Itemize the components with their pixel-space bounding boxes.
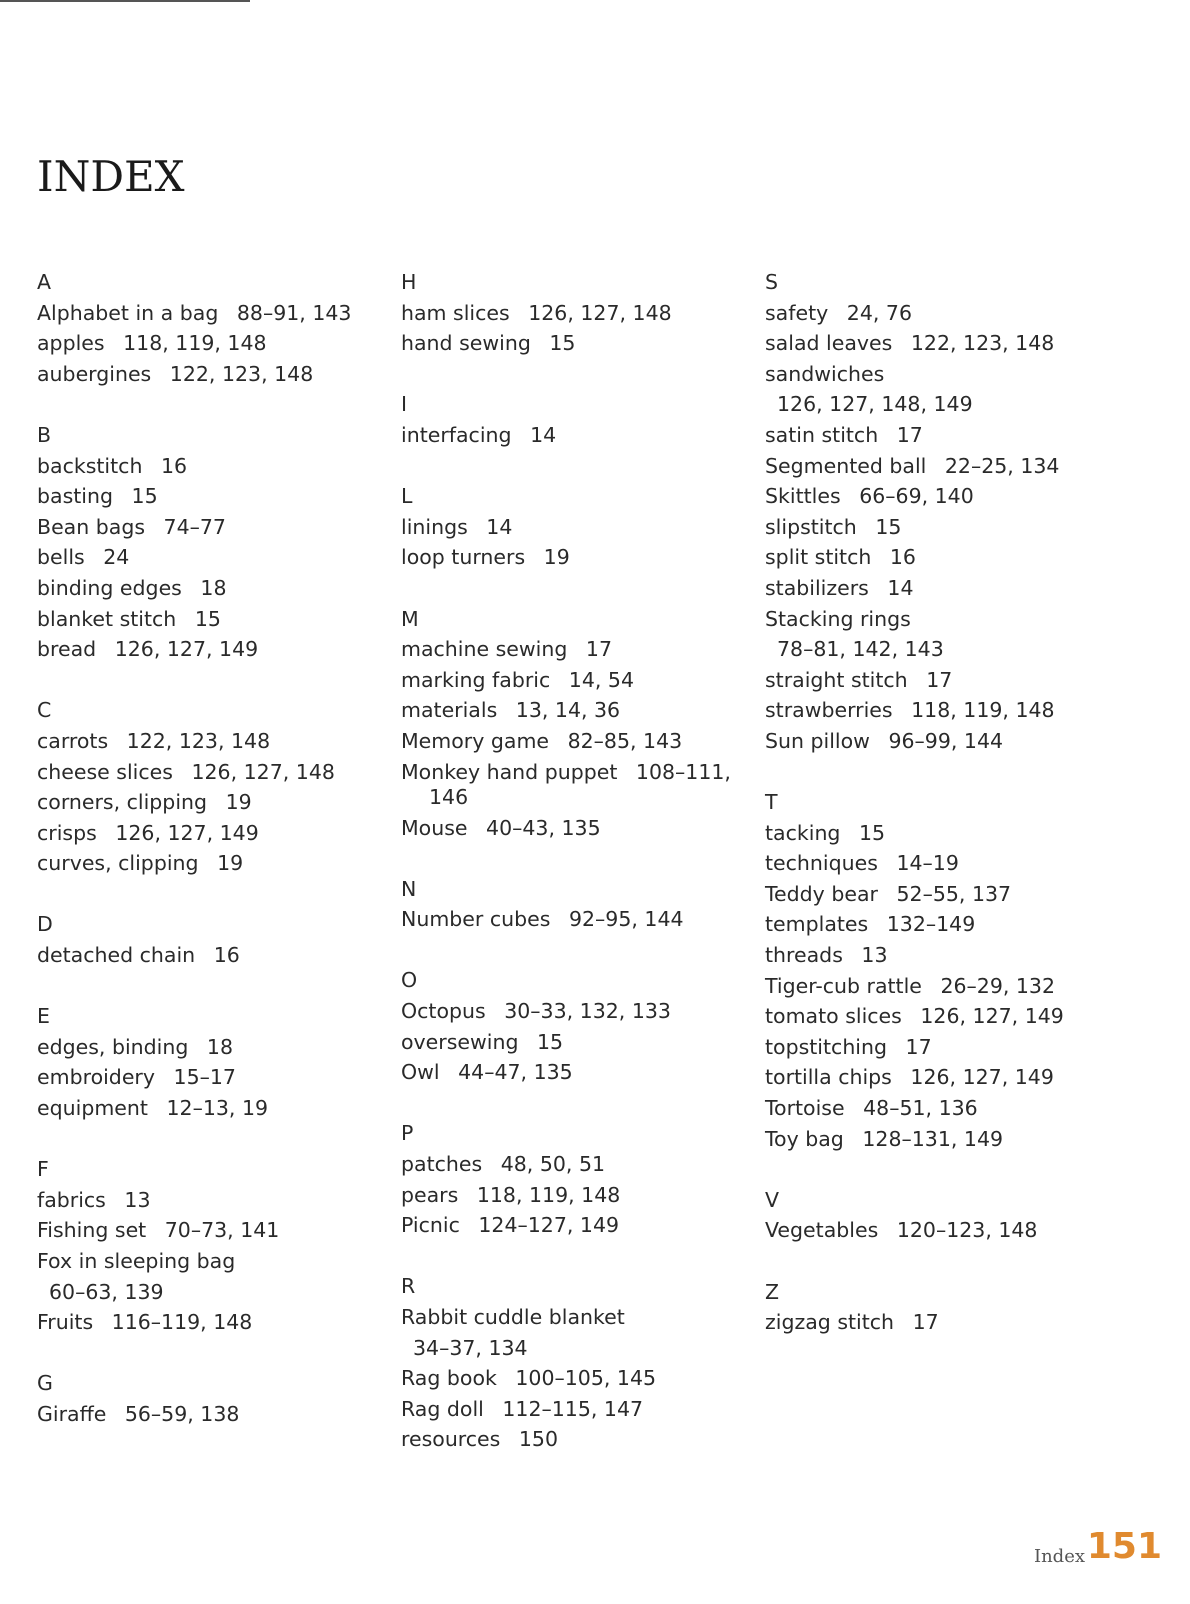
entry-pages: 126, 127, 148, 149 — [777, 392, 973, 417]
index-entry — [401, 420, 741, 451]
section-letter: M — [401, 606, 419, 631]
entry-term: resources — [401, 1427, 501, 1452]
entry-term: Octopus — [401, 999, 486, 1024]
entry-term: tomato slices — [765, 1004, 902, 1029]
entry-term: Segmented ball — [765, 453, 927, 478]
index-letter-group — [37, 909, 367, 970]
entry-term: Toy bag — [765, 1126, 844, 1151]
entry-pages: 100–105, 145 — [515, 1366, 657, 1391]
index-entry — [37, 512, 367, 543]
index-entry — [765, 1062, 1095, 1093]
entry-pages: 126, 127, 148 — [191, 759, 335, 784]
entry-term: carrots — [37, 728, 109, 753]
entry-pages: 78–81, 142, 143 — [777, 637, 944, 662]
index-entry — [37, 481, 367, 512]
entry-pages: 15 — [875, 514, 902, 539]
section-letter: T — [765, 790, 778, 815]
entry-term: Tortoise — [765, 1096, 845, 1121]
entry-term: Vegetables — [765, 1218, 879, 1243]
index-letter-group — [765, 1185, 1095, 1246]
index-entry — [765, 909, 1095, 940]
entry-pages: 126, 127, 149 — [920, 1004, 1064, 1029]
entry-term: Bean bags — [37, 514, 146, 539]
index-entry — [401, 1180, 741, 1211]
entry-pages: 44–47, 135 — [458, 1060, 573, 1085]
section-letter: C — [37, 698, 52, 723]
entry-term: Skittles — [765, 484, 841, 509]
entry-term: tacking — [765, 820, 841, 845]
entry-term: Picnic — [401, 1213, 460, 1238]
index-letter-group — [37, 267, 367, 389]
entry-pages: 60–63, 139 — [49, 1279, 164, 1304]
index-entry — [765, 971, 1095, 1002]
entry-pages: 122, 123, 148 — [910, 331, 1055, 356]
entry-pages: 124–127, 149 — [478, 1213, 620, 1238]
entry-term: Giraffe — [37, 1401, 107, 1426]
entry-pages: 48, 50, 51 — [500, 1152, 606, 1177]
entry-term: strawberries — [765, 698, 893, 723]
section-letter: L — [401, 484, 413, 509]
entry-pages: 17 — [585, 637, 612, 662]
entry-term: curves, clipping — [37, 851, 199, 876]
entry-pages: 14 — [486, 514, 513, 539]
index-entry — [401, 1424, 741, 1455]
entry-pages: 18 — [206, 1034, 234, 1059]
entry-pages: 126, 127, 148 — [528, 300, 672, 325]
entry-pages: 82–85, 143 — [567, 728, 683, 753]
index-column-1 — [37, 267, 367, 1460]
section-letter: N — [401, 876, 417, 901]
entry-pages: 16 — [213, 943, 240, 968]
entry-term: Rag doll — [401, 1396, 484, 1421]
index-entry — [37, 451, 367, 482]
entry-term: marking fabric — [401, 667, 551, 692]
entry-pages: 17 — [905, 1034, 932, 1059]
index-entry — [37, 542, 367, 573]
entry-pages: 128–131, 149 — [862, 1126, 1004, 1151]
index-entry — [37, 573, 367, 604]
entry-term: edges, binding — [37, 1034, 189, 1059]
entry-pages: 17 — [912, 1310, 939, 1335]
index-entry — [37, 787, 367, 818]
entry-term: split stitch — [765, 545, 872, 570]
entry-pages: 17 — [896, 422, 923, 447]
entry-pages: 126, 127, 149 — [115, 820, 259, 845]
entry-term: materials — [401, 698, 498, 723]
entry-pages: 92–95, 144 — [568, 907, 684, 932]
index-entry — [765, 512, 1095, 543]
entry-pages: 12–13, 19 — [166, 1096, 269, 1121]
index-entry — [401, 695, 741, 726]
entry-term: sandwiches — [765, 361, 885, 386]
index-entry — [765, 1001, 1095, 1032]
entry-term: aubergines — [37, 361, 152, 386]
section-letter: H — [401, 270, 417, 294]
section-letter: P — [401, 1121, 414, 1146]
entry-pages: 70–73, 141 — [164, 1218, 280, 1243]
index-letter-group — [401, 1118, 741, 1240]
entry-pages: 24 — [103, 545, 130, 570]
index-column-3 — [765, 267, 1095, 1368]
section-letter: E — [37, 1004, 50, 1029]
entry-pages: 22–25, 134 — [944, 453, 1060, 478]
entry-term: Teddy bear — [765, 881, 878, 906]
entry-term: hand sewing — [401, 331, 531, 356]
index-entry — [37, 1093, 367, 1124]
entry-term: blanket stitch — [37, 606, 177, 631]
entry-pages: 48–51, 136 — [863, 1096, 978, 1121]
index-entry — [37, 1307, 367, 1338]
index-entry — [765, 359, 1095, 420]
index-entry — [37, 1215, 367, 1246]
index-entry — [37, 328, 367, 359]
index-entry — [37, 757, 367, 788]
index-letter-group — [401, 965, 741, 1087]
entry-pages: 108–111, 146 — [429, 759, 731, 809]
entry-pages: 126, 127, 149 — [910, 1065, 1054, 1090]
entry-term: equipment — [37, 1096, 148, 1121]
index-entry — [401, 904, 741, 935]
index-letter-group — [765, 267, 1095, 757]
index-entry — [37, 1399, 367, 1430]
index-entry — [401, 665, 741, 696]
entry-term: pears — [401, 1182, 459, 1207]
entry-term: Mouse — [401, 815, 468, 840]
index-entry — [765, 542, 1095, 573]
index-letter-group — [37, 420, 367, 665]
entry-pages: 40–43, 135 — [486, 815, 601, 840]
index-entry — [401, 1057, 741, 1088]
index-entry — [765, 1124, 1095, 1155]
entry-pages: 112–115, 147 — [502, 1396, 644, 1421]
index-entry — [765, 420, 1095, 451]
entry-term: oversewing — [401, 1029, 519, 1054]
index-entry — [401, 634, 741, 665]
entry-pages: 118, 119, 148 — [123, 331, 267, 356]
entry-pages: 14 — [887, 575, 914, 600]
index-letter-group — [37, 1001, 367, 1123]
entry-term: Sun pillow — [765, 728, 870, 753]
index-entry — [37, 818, 367, 849]
entry-pages: 15 — [549, 331, 576, 356]
index-entry — [765, 695, 1095, 726]
index-entry — [401, 1394, 741, 1425]
index-entry — [37, 1032, 367, 1063]
entry-term: detached chain — [37, 943, 196, 968]
entry-pages: 66–69, 140 — [859, 484, 974, 509]
entry-term: backstitch — [37, 453, 143, 478]
entry-pages: 15 — [194, 606, 221, 631]
entry-term: corners, clipping — [37, 790, 208, 815]
entry-pages: 116–119, 148 — [111, 1310, 253, 1335]
entry-term: Rag book — [401, 1366, 497, 1391]
section-letter: O — [401, 968, 418, 993]
index-entry — [401, 1149, 741, 1180]
index-entry — [765, 848, 1095, 879]
entry-term: Fruits — [37, 1310, 94, 1335]
entry-term: slipstitch — [765, 514, 857, 539]
entry-term: Stacking rings — [765, 606, 911, 631]
entry-term: stabilizers — [765, 575, 869, 600]
index-entry — [401, 813, 741, 844]
index-entry — [37, 298, 367, 329]
entry-pages: 18 — [200, 575, 227, 600]
index-entry — [401, 328, 741, 359]
section-letter: D — [37, 912, 53, 937]
index-entry — [765, 298, 1095, 329]
index-entry — [37, 1062, 367, 1093]
entry-pages: 118, 119, 148 — [476, 1182, 621, 1207]
entry-pages: 14 — [530, 422, 557, 447]
entry-term: satin stitch — [765, 422, 879, 447]
page-title: INDEX — [37, 152, 185, 201]
entry-term: apples — [37, 331, 105, 356]
index-entry — [401, 1363, 741, 1394]
index-entry — [401, 726, 741, 757]
entry-pages: 13 — [124, 1187, 151, 1212]
index-entry — [765, 818, 1095, 849]
entry-term: Fishing set — [37, 1218, 147, 1243]
entry-pages: 14, 54 — [568, 667, 634, 692]
entry-pages: 122, 123, 148 — [169, 361, 314, 386]
index-entry — [37, 726, 367, 757]
entry-pages: 126, 127, 149 — [114, 637, 259, 662]
entry-pages: 14–19 — [896, 851, 959, 876]
index-entry — [765, 1093, 1095, 1124]
entry-term: threads — [765, 943, 843, 968]
entry-term: patches — [401, 1152, 483, 1177]
entry-pages: 16 — [160, 453, 188, 478]
entry-term: salad leaves — [765, 331, 893, 356]
entry-pages: 15 — [858, 820, 886, 845]
entry-term: ham slices — [401, 300, 510, 325]
entry-pages: 118, 119, 148 — [911, 698, 1055, 723]
entry-term: Owl — [401, 1060, 440, 1085]
entry-term: Tiger-cub rattle — [765, 973, 922, 998]
entry-term: cheese slices — [37, 759, 173, 784]
section-letter: R — [401, 1274, 416, 1299]
entry-term: zigzag stitch — [765, 1310, 895, 1335]
entry-pages: 56–59, 138 — [124, 1401, 240, 1426]
index-entry — [37, 634, 367, 665]
section-letter: I — [401, 392, 408, 417]
index-letter-group — [37, 695, 367, 879]
entry-pages: 30–33, 132, 133 — [504, 999, 671, 1024]
entry-pages: 52–55, 137 — [896, 881, 1012, 906]
entry-term: interfacing — [401, 422, 512, 447]
section-letter: B — [37, 422, 52, 447]
entry-term: Alphabet in a bag — [37, 300, 219, 325]
index-entry — [401, 996, 741, 1027]
index-entry — [37, 1246, 367, 1307]
entry-pages: 88–91, 143 — [236, 300, 352, 325]
index-letter-group — [765, 787, 1095, 1154]
entry-pages: 15 — [537, 1029, 564, 1054]
entry-pages: 15–17 — [173, 1065, 236, 1090]
entry-pages: 122, 123, 148 — [126, 728, 271, 753]
entry-term: topstitching — [765, 1034, 888, 1059]
entry-pages: 15 — [131, 484, 158, 509]
index-letter-group — [401, 1271, 741, 1455]
entry-pages: 17 — [926, 667, 953, 692]
index-entry — [765, 481, 1095, 512]
index-entry — [765, 573, 1095, 604]
section-letter: S — [765, 270, 779, 294]
index-entry — [37, 940, 367, 971]
index-column-2 — [401, 267, 741, 1486]
entry-term: tortilla chips — [765, 1065, 892, 1090]
index-entry — [765, 328, 1095, 359]
entry-term: linings — [401, 514, 468, 539]
index-entry — [37, 848, 367, 879]
entry-pages: 120–123, 148 — [896, 1218, 1038, 1243]
index-letter-group — [401, 267, 741, 359]
index-entry — [401, 1027, 741, 1058]
index-entry — [401, 512, 741, 543]
section-letter: Z — [765, 1279, 780, 1304]
entry-term: fabrics — [37, 1187, 106, 1212]
entry-term: templates — [765, 912, 869, 937]
running-footer-label: Index — [1033, 1546, 1085, 1567]
entry-pages: 150 — [518, 1427, 559, 1452]
index-entry — [401, 757, 741, 813]
entry-term: bread — [37, 637, 97, 662]
entry-pages: 74–77 — [163, 514, 226, 539]
entry-pages: 24, 76 — [846, 300, 912, 325]
entry-term: Monkey hand puppet — [401, 759, 618, 784]
index-entry — [401, 1210, 741, 1241]
entry-pages: 96–99, 144 — [888, 728, 1004, 753]
entry-term: loop turners — [401, 545, 526, 570]
entry-pages: 132–149 — [886, 912, 976, 937]
index-entry — [765, 1307, 1095, 1338]
entry-pages: 34–37, 134 — [413, 1335, 528, 1360]
entry-pages: 19 — [217, 851, 244, 876]
index-entry — [765, 1215, 1095, 1246]
entry-term: crisps — [37, 820, 97, 845]
index-letter-group — [401, 874, 741, 935]
entry-term: Rabbit cuddle blanket — [401, 1305, 625, 1329]
entry-term: Number cubes — [401, 907, 551, 932]
entry-term: safety — [765, 300, 829, 325]
index-letter-group — [37, 1368, 367, 1429]
section-letter: V — [765, 1187, 780, 1212]
index-entry — [765, 879, 1095, 910]
index-entry — [37, 1185, 367, 1216]
index-entry — [765, 940, 1095, 971]
entry-term: Fox in sleeping bag — [37, 1249, 236, 1273]
index-letter-group — [401, 481, 741, 573]
index-letter-group — [765, 1277, 1095, 1338]
entry-term: Memory game — [401, 728, 550, 753]
entry-pages: 19 — [543, 545, 570, 570]
index-entry — [401, 1302, 741, 1363]
entry-term: bells — [37, 545, 85, 570]
entry-pages: 26–29, 132 — [940, 973, 1056, 998]
index-letter-group — [401, 604, 741, 844]
entry-term: machine sewing — [401, 637, 568, 662]
index-entry — [37, 604, 367, 635]
entry-pages: 19 — [225, 790, 252, 815]
index-entry — [765, 604, 1095, 665]
index-letter-group — [401, 389, 741, 450]
top-rule — [0, 0, 250, 2]
page-number: 151 — [1086, 1526, 1162, 1567]
section-letter: F — [37, 1157, 49, 1182]
entry-term: basting — [37, 484, 113, 509]
index-entry — [765, 726, 1095, 757]
section-letter: G — [37, 1371, 53, 1396]
entry-pages: 13, 14, 36 — [515, 698, 621, 723]
section-letter: A — [37, 270, 52, 294]
index-entry — [37, 359, 367, 390]
index-entry — [401, 298, 741, 329]
index-letter-group — [37, 1154, 367, 1338]
index-entry — [765, 665, 1095, 696]
index-entry — [765, 1032, 1095, 1063]
entry-term: embroidery — [37, 1065, 155, 1090]
index-entry — [401, 542, 741, 573]
entry-pages: 13 — [861, 943, 888, 968]
entry-term: straight stitch — [765, 667, 908, 692]
entry-pages: 16 — [889, 545, 916, 570]
index-entry — [765, 451, 1095, 482]
entry-term: binding edges — [37, 575, 182, 600]
entry-term: techniques — [765, 851, 878, 876]
